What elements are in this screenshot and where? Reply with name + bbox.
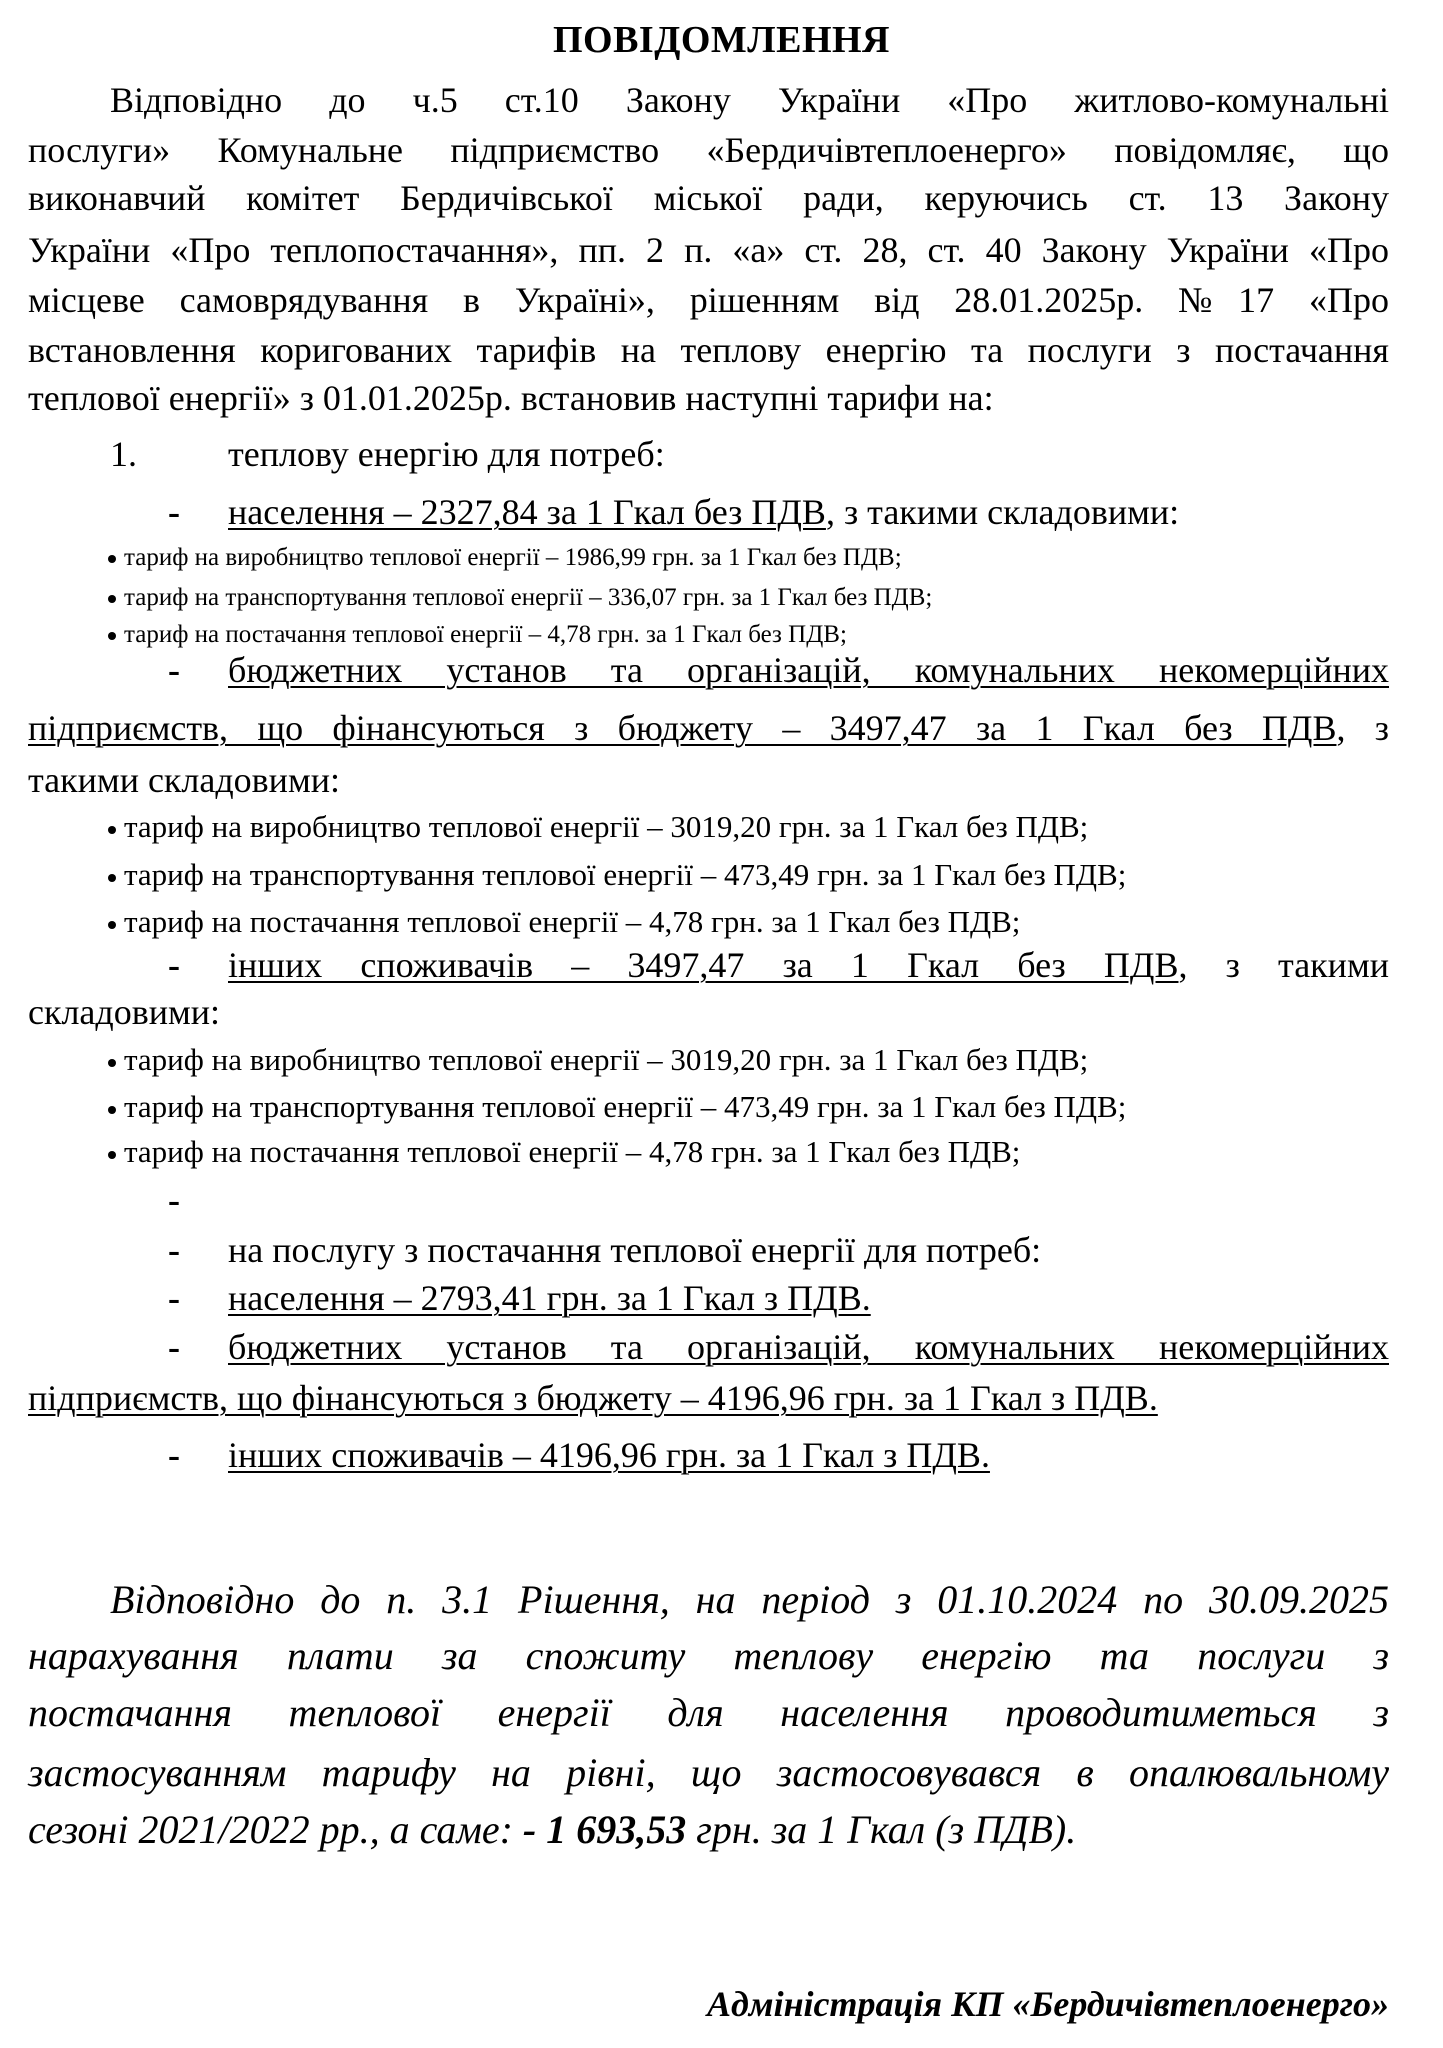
note-highlight-tariff: - 1 693,53	[522, 1807, 687, 1852]
tariff-population	[228, 490, 1179, 534]
dash-marker: -	[168, 650, 180, 690]
component-item	[108, 1040, 1088, 1080]
component-text: тариф на постачання теплової енергії – 4,78 грн. за 1 Гкал без ПДВ;	[124, 904, 1021, 939]
component-item	[108, 581, 932, 615]
service-population-value: населення – 2793,41 грн. за 1 Гкал з ПДВ.	[228, 1278, 871, 1318]
bullet-icon	[108, 595, 116, 603]
component-text: тариф на транспортування теплової енергії – 473,49 грн. за 1 Гкал без ПДВ;	[124, 1089, 1127, 1124]
dash-marker: -	[168, 1435, 180, 1475]
intro-line: Відповідно до ч.5 ст.10 Закону України «Про житлово-комунальні	[110, 80, 1389, 120]
component-text: тариф на виробництво теплової енергії – 1986,99 грн. за 1 Гкал без ПДВ;	[124, 544, 902, 571]
dash-marker: -	[168, 1230, 180, 1270]
service-budget-value: підприємств, що фінансуються з бюджету – 4196,96 грн. за 1 Гкал з ПДВ.	[28, 1378, 1158, 1418]
bullet-icon	[108, 1151, 116, 1159]
note-line: нарахування плати за спожиту теплову енергію та послуги з	[28, 1633, 1389, 1678]
signature: Адміністрація КП «Бердичівтеплоенерго»	[707, 1984, 1389, 2024]
tariff-population-suffix: , з такими складовими:	[825, 492, 1180, 532]
tariff-budget-line: такими складовими:	[28, 760, 340, 800]
component-item	[108, 807, 1088, 847]
dash-marker: -	[168, 1278, 180, 1318]
note-text: грн. за 1 Гкал (з ПДВ).	[686, 1807, 1077, 1852]
bullet-icon	[108, 555, 116, 563]
note-line: застосуванням тарифу на рівні, що застосовувався в опалювальному	[28, 1750, 1389, 1795]
component-item	[108, 1132, 1020, 1172]
document-title: ПОВІДОМЛЕННЯ	[552, 19, 891, 61]
intro-line: встановлення коригованих тарифів на теплову енергію та послуги з постачання	[28, 330, 1389, 370]
bullet-icon	[108, 1106, 116, 1114]
section-number: 1.	[110, 434, 137, 474]
tariff-population-value: населення – 2327,84 за 1 Гкал без ПДВ	[228, 492, 826, 532]
component-text: тариф на виробництво теплової енергії – 3019,20 грн. за 1 Гкал без ПДВ;	[124, 1042, 1089, 1077]
service-budget-text: бюджетних установ та організацій, комунальних некомерційних	[228, 1327, 1389, 1367]
component-item	[108, 541, 902, 575]
dash-marker: -	[168, 1180, 180, 1220]
intro-line: виконавчий комітет Бердичівської міської ради, керуючись ст. 13 Закону	[28, 178, 1389, 218]
dash-marker: -	[168, 945, 180, 985]
component-text: тариф на транспортування теплової енергії – 336,07 грн. за 1 Гкал без ПДВ;	[124, 584, 933, 611]
bullet-icon	[108, 1059, 116, 1067]
service-others-value: інших споживачів – 4196,96 грн. за 1 Гкал з ПДВ.	[228, 1435, 990, 1475]
bullet-icon	[108, 874, 116, 882]
service-budget-line	[28, 1376, 1158, 1420]
bullet-icon	[108, 921, 116, 929]
component-item	[108, 902, 1020, 942]
tariff-budget-text: бюджетних установ та організацій, комунальних некомерційних	[228, 650, 1389, 690]
intro-line: України «Про теплопостачання», пп. 2 п. «а» ст. 28, ст. 40 Закону України «Про	[28, 230, 1389, 270]
component-text: тариф на постачання теплової енергії – 4,78 грн. за 1 Гкал без ПДВ;	[124, 1134, 1021, 1169]
component-text: тариф на транспортування теплової енергії – 473,49 грн. за 1 Гкал без ПДВ;	[124, 857, 1127, 892]
tariff-budget-line	[228, 648, 1389, 692]
service-budget-line	[228, 1325, 1389, 1369]
tariff-budget-suffix: , з	[1336, 708, 1389, 748]
component-item	[108, 855, 1126, 895]
tariff-others-line	[228, 943, 1389, 987]
note-line: постачання теплової енергії для населення проводитиметься з	[28, 1690, 1389, 1735]
tariff-others-suffix: , з такими	[1178, 945, 1389, 985]
bullet-icon	[108, 632, 116, 640]
note-text: сезоні 2021/2022 рр., а саме:	[28, 1807, 523, 1852]
tariff-others-line: складовими:	[28, 992, 221, 1032]
intro-line: місцеве самоврядування в Україні», рішенням від 28.01.2025р. №17 «Про	[28, 280, 1389, 320]
intro-line: теплової енергії» з 01.01.2025р. встановив наступні тарифи на:	[28, 378, 994, 418]
service-others	[228, 1433, 990, 1477]
component-text: тариф на виробництво теплової енергії – 3019,20 грн. за 1 Гкал без ПДВ;	[124, 809, 1089, 844]
component-item	[108, 1087, 1126, 1127]
tariff-others-value: інших споживачів – 3497,47 за 1 Гкал без ПДВ	[228, 945, 1179, 985]
tariff-budget-line	[28, 706, 1389, 750]
bullet-icon	[108, 826, 116, 834]
note-line: Відповідно до п. 3.1 Рішення, на період з 01.10.2024 по 30.09.2025	[110, 1577, 1389, 1622]
dash-marker: -	[168, 1327, 180, 1367]
dash-marker: -	[168, 492, 180, 532]
section2-heading: на послугу з постачання теплової енергії для потреб:	[228, 1230, 1042, 1270]
note-line	[28, 1805, 1076, 1855]
service-population	[228, 1276, 871, 1320]
tariff-budget-value: підприємств, що фінансуються з бюджету – 3497,47 за 1 Гкал без ПДВ	[28, 708, 1337, 748]
section-heading: теплову енергію для потреб:	[228, 434, 665, 474]
component-text: тариф на постачання теплової енергії – 4,78 грн. за 1 Гкал без ПДВ;	[124, 621, 847, 648]
intro-line: послуги» Комунальне підприємство «Бердичівтеплоенерго» повідомляє, що	[28, 130, 1389, 170]
component-item	[108, 618, 847, 652]
